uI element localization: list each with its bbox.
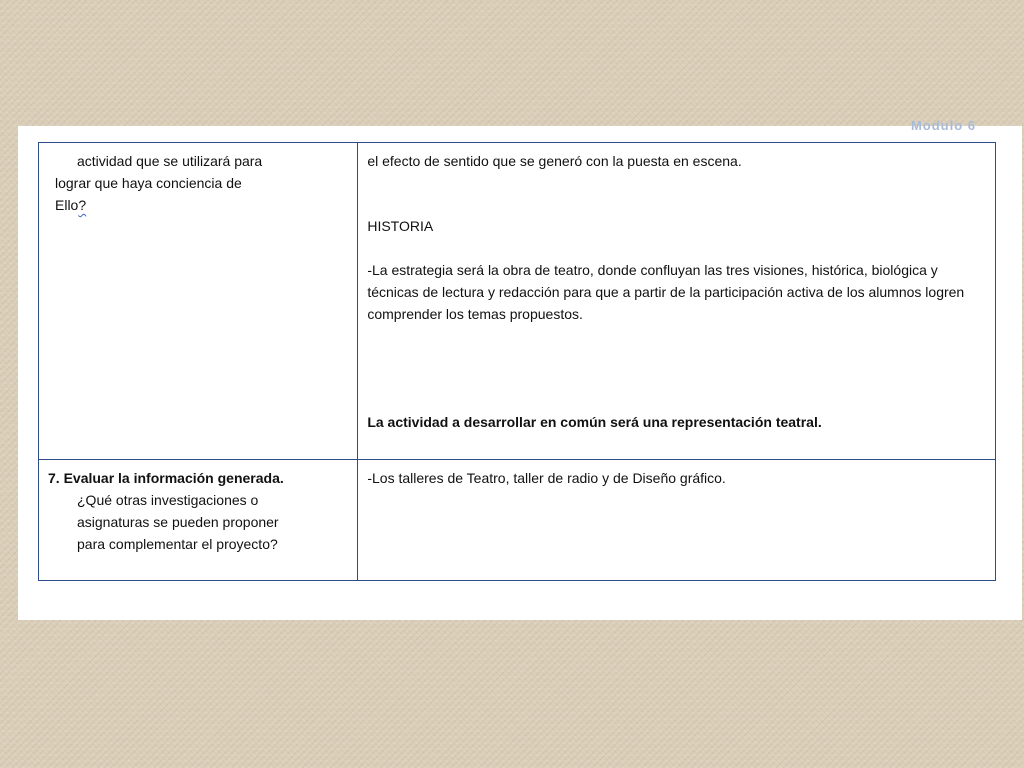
table-row <box>39 143 996 460</box>
conclusion-text: La actividad a desarrollar en común será una representación teatral. <box>367 414 822 430</box>
table-row <box>39 460 996 581</box>
content-table <box>38 142 996 581</box>
strategy-paragraph: -La estrategia será la obra de teatro, donde confluyan las tres visiones, histórica, biológica y técnicas de lectura y redacción para que a partir de la participación activa de los alumnos logren comprender los temas propuestos. <box>367 262 965 322</box>
question-line: actividad que se utilizará para <box>77 153 263 169</box>
table-cell-answer <box>358 460 996 581</box>
table-cell-answer <box>358 143 996 460</box>
step-title: 7. Evaluar la información generada. <box>48 470 284 486</box>
document-page <box>18 118 1022 620</box>
question-line: para complementar el proyecto? <box>77 536 278 552</box>
question-line: lograr que haya conciencia de <box>55 175 242 191</box>
page-corner-label: Modulo 6 <box>910 118 976 133</box>
section-heading: HISTORIA <box>367 218 434 234</box>
table-cell-question <box>39 143 358 460</box>
question-line <box>55 194 349 216</box>
table-cell-question <box>39 460 358 581</box>
question-line: asignaturas se pueden proponer <box>77 514 279 530</box>
answer-text: -Los talleres de Teatro, taller de radio y de Diseño gráfico. <box>367 470 726 486</box>
question-line: ¿Qué otras investigaciones o <box>77 492 259 508</box>
answer-text: el efecto de sentido que se generó con la puesta en escena. <box>367 153 742 169</box>
spellcheck-mark: ? <box>78 197 87 213</box>
question-word: Ello <box>55 197 79 213</box>
